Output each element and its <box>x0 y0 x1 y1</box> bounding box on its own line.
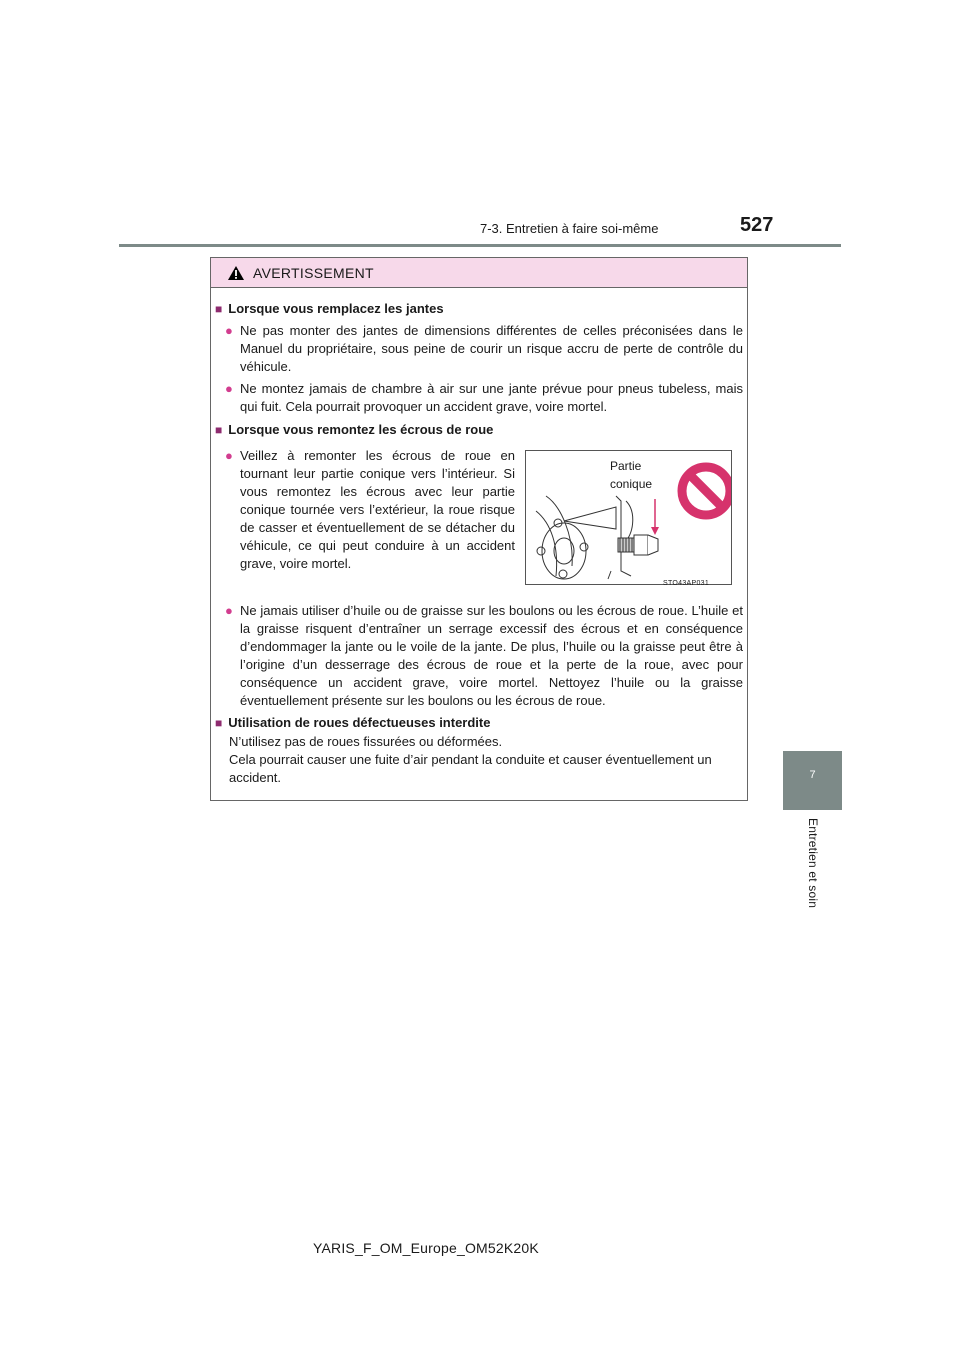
warning-header <box>211 258 747 288</box>
list-item: ● Ne montez jamais de chambre à air sur une jante prévue pour pneus tubeless, mais qui fuit. Cela pourrait provoquer un accident grave, voire mortel. <box>225 381 743 414</box>
figure-label-conique: conique <box>610 477 653 491</box>
section-heading-ecrous: ■ Lorsque vous remontez les écrous de roue <box>215 422 494 437</box>
section-title: 7-3. Entretien à faire soi-même <box>480 221 659 236</box>
square-bullet-icon: ■ <box>215 716 223 730</box>
square-bullet-icon: ■ <box>215 302 223 316</box>
paragraph: N’utilisez pas de roues fissurées ou déformées. <box>229 734 503 749</box>
square-bullet-icon: ■ <box>215 423 223 437</box>
list-item: ● Ne jamais utiliser d’huile ou de graisse sur les boulons ou les écrous de roue. L’huile et la graisse risquent d’entraîner un serrage excessif des écrous et en conséquence d’endommager la jante ou le voile de la jante. De plus, l’huile ou la graisse peut être à l’origine d’un desserrage des écrous de roue et la perte de la roue, avec pour conséquence un accident grave, voire mortel. Nettoyez l’huile ou la graisse éventuellement présente sur les boulons ou les écrous de roue. <box>225 603 743 708</box>
circle-bullet-icon: ● <box>225 448 233 463</box>
warning-box <box>210 257 748 801</box>
figure-label-partie: Partie <box>610 459 642 473</box>
chapter-tab[interactable] <box>783 751 842 810</box>
document-id: YARIS_F_OM_Europe_OM52K20K <box>313 1240 539 1256</box>
warning-triangle-icon <box>227 265 245 281</box>
figure-code: STO43AP031 <box>663 580 710 587</box>
list-item: ● Veillez à remonter les écrous de roue en tournant leur partie conique vers l’intérieur. Si vous remontez les écrous avec leur partie conique tournée vers l’extérieur, la roue risque de casser et éventuellement de se détacher du véhicule, ce qui peut conduire à un accident grave, voire mortel. <box>225 448 515 571</box>
list-item: ● Ne pas monter des jantes de dimensions différentes de celles préconisées dans le Manuel du propriétaire, sous peine de courir un risque accru de perte de contrôle du véhicule. <box>225 323 743 374</box>
prohibition-icon <box>682 467 730 515</box>
warning-title: AVERTISSEMENT <box>253 264 374 281</box>
section-heading-roues: ■ Utilisation de roues défectueuses interdite <box>215 715 491 730</box>
header-divider <box>119 244 841 247</box>
wheel-nut-figure <box>525 450 732 585</box>
circle-bullet-icon: ● <box>225 603 233 618</box>
chapter-title: Entretien et soin <box>806 818 820 909</box>
circle-bullet-icon: ● <box>225 381 233 396</box>
paragraph: Cela pourrait causer une fuite d’air pendant la conduite et causer éventuellement un accident. <box>229 752 712 785</box>
circle-bullet-icon: ● <box>225 323 233 338</box>
page-number: 527 <box>740 214 774 236</box>
section-heading-jantes: ■ Lorsque vous remplacez les jantes <box>215 301 444 316</box>
chapter-number: 7 <box>809 769 816 781</box>
